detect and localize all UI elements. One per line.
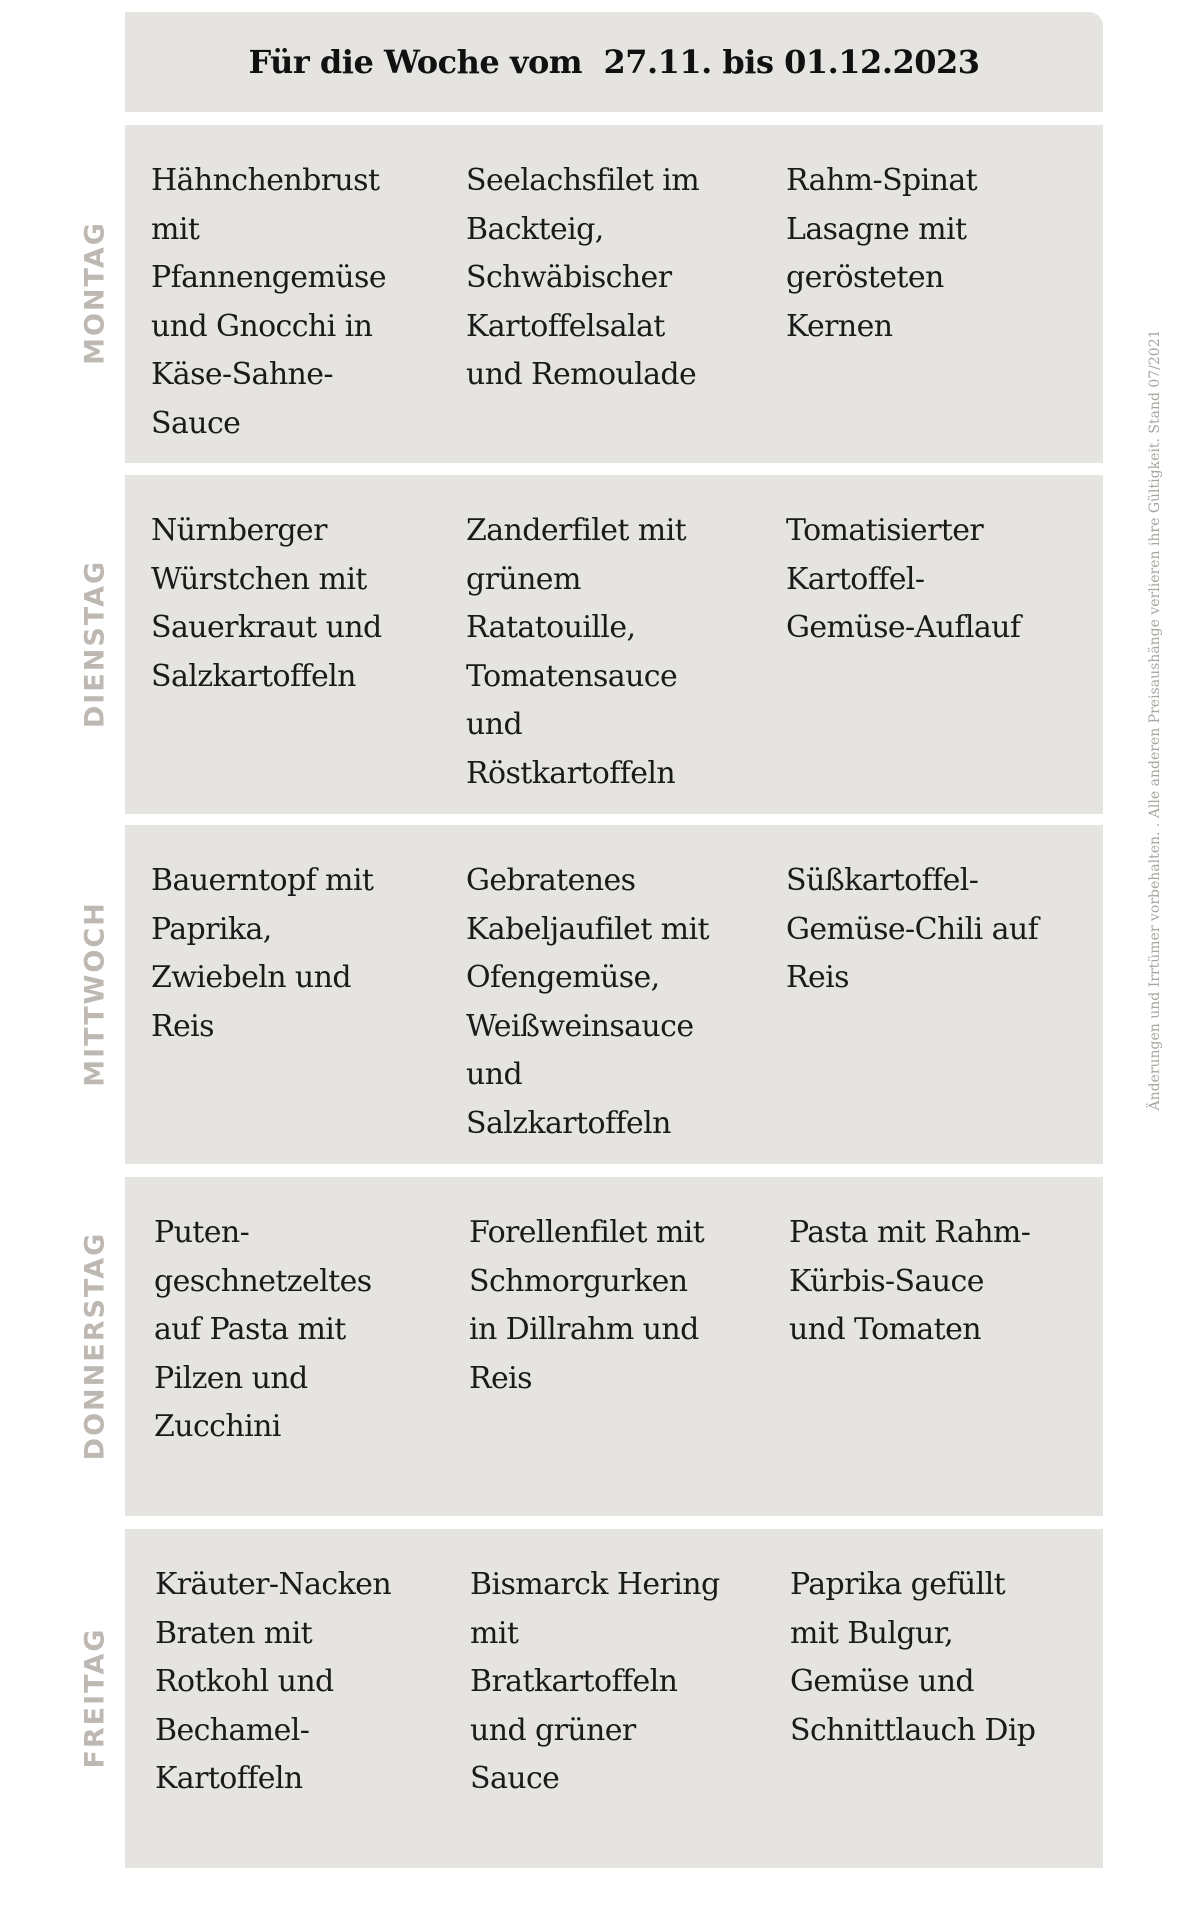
dish-freitag-1: Kräuter-Nacken Braten mit Rotkohl und Bechamel- Kartoffeln [155, 1567, 392, 1796]
dish-dienstag-2: Zanderfilet mit grünem Ratatouille, Tomatensauce und Röstkartoffeln [466, 513, 687, 791]
dish-montag-2: Seelachsfilet im Backteig, Schwäbischer Kartoffelsalat und Remoulade [466, 163, 700, 392]
dish-freitag-3: Paprika gefüllt mit Bulgur, Gemüse und Schnittlauch Dip [790, 1567, 1036, 1748]
dish-donnerstag-1: Puten- geschnetzeltes auf Pasta mit Pilzen und Zucchini [154, 1215, 372, 1444]
dish-donnerstag-2: Forellenfilet mit Schmorgurken in Dillrahm und Reis [469, 1215, 705, 1396]
dish-dienstag-3: Tomatisierter Kartoffel- Gemüse-Auflauf [786, 513, 1021, 645]
dish-donnerstag-3: Pasta mit Rahm- Kürbis-Sauce und Tomaten [789, 1215, 1031, 1347]
dish-mittwoch-3: Süßkartoffel- Gemüse-Chili auf Reis [786, 863, 1039, 995]
dish-montag-3: Rahm-Spinat Lasagne mit gerösteten Kernen [786, 163, 978, 344]
dish-mittwoch-1: Bauerntopf mit Paprika, Zwiebeln und Reis [151, 863, 374, 1044]
dish-montag-1: Hähnchenbrust mit Pfannengemüse und Gnocchi in Käse-Sahne- Sauce [151, 163, 386, 441]
dish-dienstag-1: Nürnberger Würstchen mit Sauerkraut und Salzkartoffeln [151, 513, 382, 694]
dish-mittwoch-2: Gebratenes Kabeljaufilet mit Ofengemüse, Weißweinsauce und Salzkartoffeln [466, 863, 709, 1141]
dish-freitag-2: Bismarck Hering mit Bratkartoffeln und grüner Sauce [470, 1567, 720, 1796]
menu-week-title: Für die Woche vom 27.11. bis 01.12.2023 [125, 12, 1103, 112]
